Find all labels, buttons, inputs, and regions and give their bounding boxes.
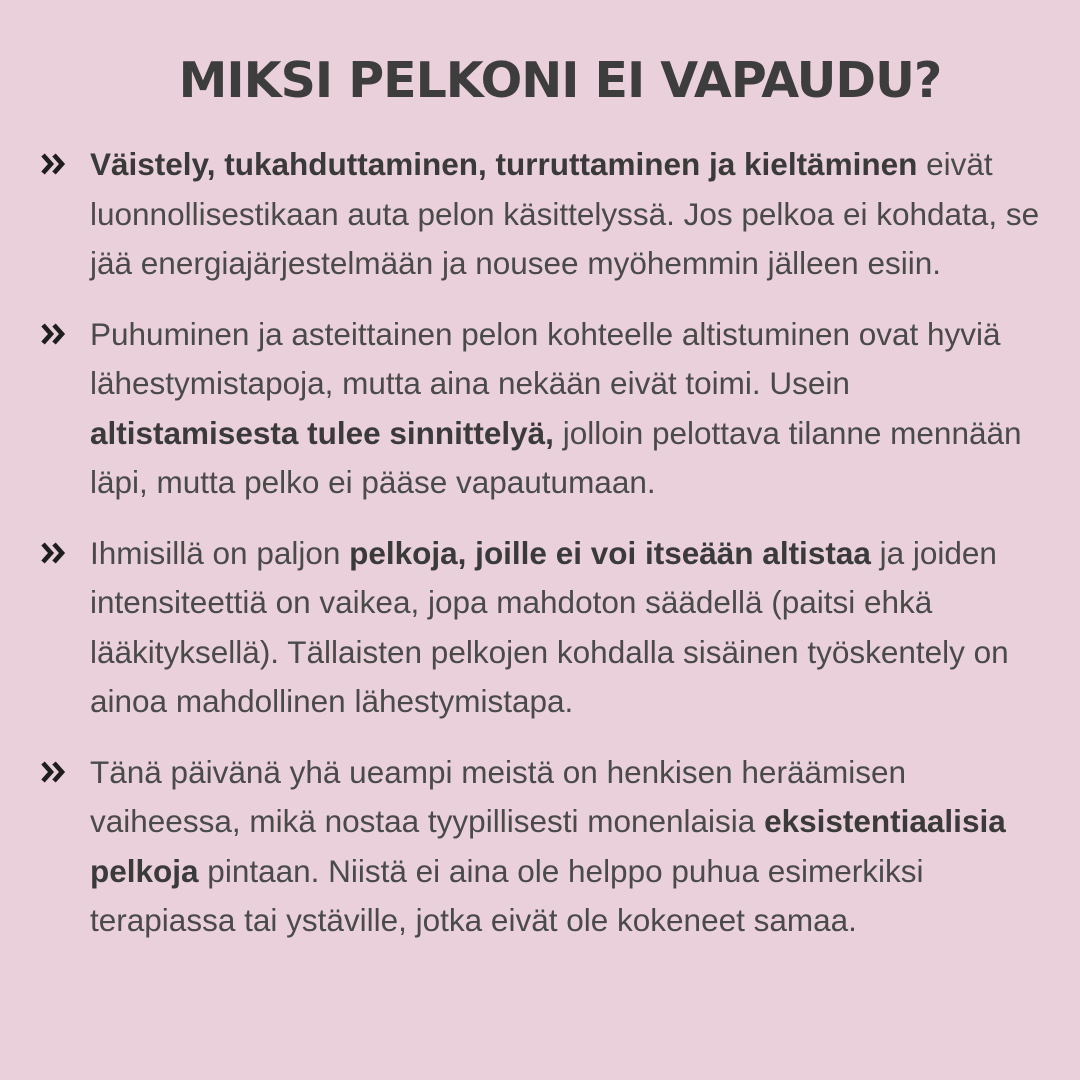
list-item — [40, 748, 1040, 946]
page-title: MIKSI PELKONI EI VAPAUDU? — [178, 52, 942, 109]
bold-text: Väistely, tukahduttaminen, turruttaminen ja kieltäminen — [90, 146, 918, 182]
list-item-text — [90, 140, 1040, 289]
bold-text: pelkoja, joille ei voi itseään altistaa — [349, 534, 871, 571]
double-chevron-right-icon — [40, 152, 74, 178]
double-chevron-right-icon — [40, 760, 74, 786]
bold-text: altistamisesta tulee sinnittelyä, — [90, 414, 554, 451]
list-item — [40, 140, 1040, 289]
bold-text: eksistentiaalisia pelkoja — [90, 803, 1006, 889]
body-text: pintaan. Niistä ei aina ole helppo puhua esimerkiksi terapiassa tai ystäville, jotka eivät ole kokeneet samaa. — [90, 852, 924, 938]
list-item — [40, 529, 1040, 727]
list-item — [40, 310, 1040, 508]
list-item-text — [90, 310, 1040, 508]
list-item-text — [90, 748, 1040, 946]
body-text: Ihmisillä on paljon — [90, 534, 350, 571]
body-text: Puhuminen ja asteittainen pelon kohteelle altistuminen ovat hyviä lähestymistapoja, mutta aina nekään eivät toimi. Usein — [90, 315, 1001, 401]
body-text: jolloin pelottava tilanne mennään läpi, mutta pelko ei pääse vapautumaan. — [90, 414, 1022, 500]
bullet-list — [40, 140, 1040, 967]
double-chevron-right-icon — [40, 322, 74, 348]
body-text: Tänä päivänä yhä ueampi meistä on henkisen heräämisen vaiheessa, mikä nostaa tyypillisesti monenlaisia — [90, 753, 907, 839]
list-item-text — [90, 529, 1040, 727]
body-text: ja joiden intensiteettiä on vaikea, jopa mahdoton säädellä (paitsi ehkä lääkityksellä). Tällaisten pelkojen kohdalla sisäinen työskentely on ainoa mahdollinen lähestymistapa. — [90, 534, 1009, 719]
body-text: eivät luonnollisestikaan auta pelon käsittelyssä. Jos pelkoa ei kohdata, se jää energiajärjestelmään ja nousee myöhemmin jälleen esiin. — [90, 146, 1040, 281]
double-chevron-right-icon — [40, 541, 74, 567]
